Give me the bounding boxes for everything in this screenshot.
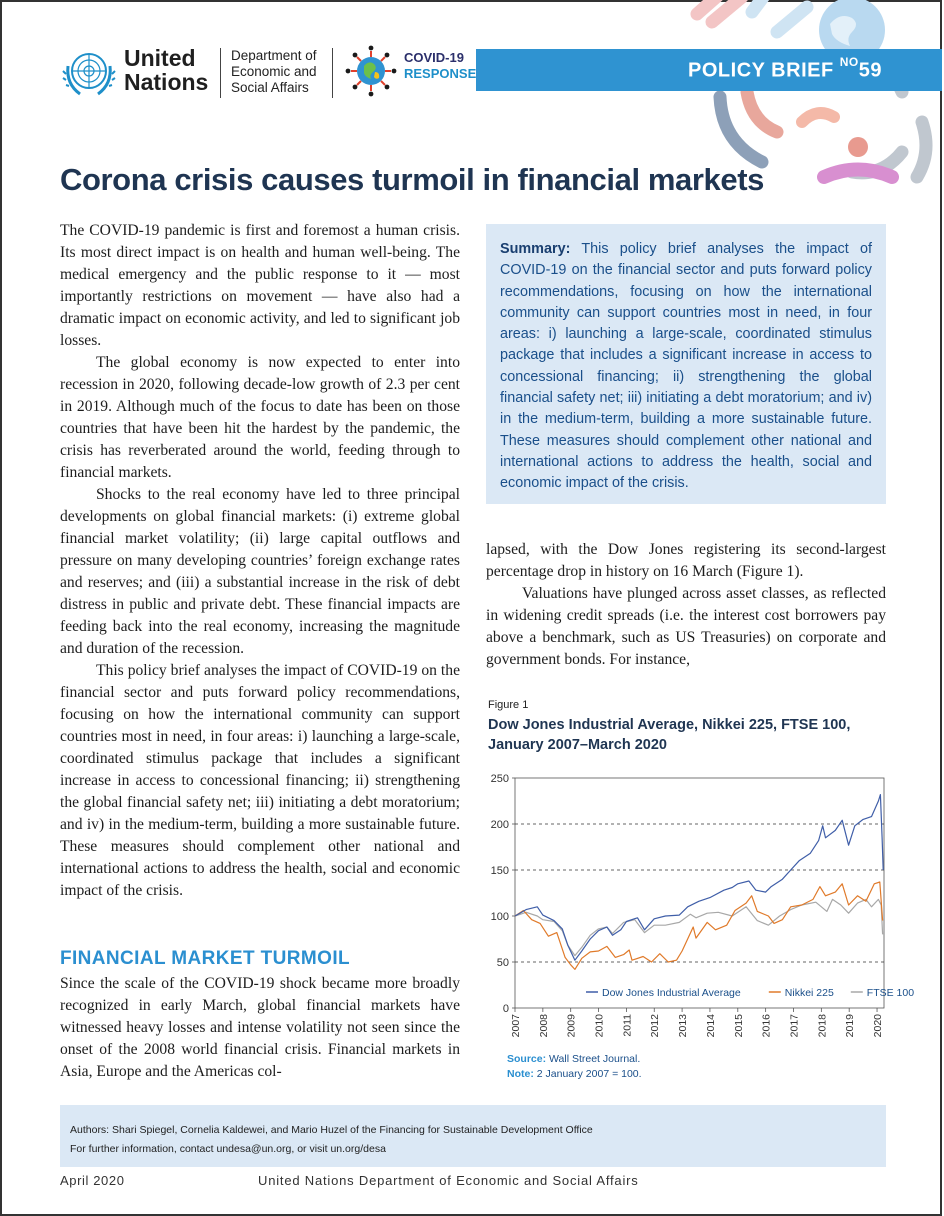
source-label: Source: bbox=[507, 1053, 547, 1065]
legend-label: Nikkei 225 bbox=[784, 987, 834, 999]
figure-title: Dow Jones Industrial Average, Nikkei 225, FTSE 100, January 2007–March 2020 bbox=[488, 717, 851, 753]
x-tick-label: 2010 bbox=[593, 1014, 606, 1038]
paragraph: Shocks to the real economy have led to three principal developments on global financial markets: (i) extreme global financial market volatility; (ii) large capital outflows and pressure on many developing countries’ foreign exchange rates and reserves; and (iii) a substantial increase in the risk of debt distress in public and private debt. These financial impacts are feeding back into the real economy, increasing the magnitude and duration of the recession. bbox=[60, 486, 460, 657]
desa-line-2: Economic and bbox=[231, 64, 317, 79]
x-tick-label: 2012 bbox=[649, 1014, 662, 1038]
source-line bbox=[507, 1052, 642, 1067]
x-tick-label: 2019 bbox=[844, 1014, 857, 1038]
policy-brief-number bbox=[688, 55, 882, 83]
x-tick-label: 2008 bbox=[537, 1014, 550, 1038]
plot-area bbox=[515, 778, 884, 1008]
covid-response-wordmark bbox=[404, 50, 476, 82]
desa-wordmark bbox=[231, 48, 317, 96]
summary-text: This policy brief analyses the impact of COVID-19 on the financial sector and puts forward policy recommendations, focusing on how the international community can support countries most in need, in four areas: i) launching a large-scale, coordinated stimulus package that includes a significant increase in access to concessional financing; ii) strengthening the global financial safety net; iii) initiating a debt moratorium; and iv) in the medium-term, building a more sustainable future. These measures should complement other national and international actions to address the health, social and economic impact of the crisis. bbox=[500, 241, 872, 492]
authors-line: Authors: Shari Spiegel, Cornelia Kaldewei, and Mario Huzel of the Financing for Sustainable Development Office bbox=[70, 1124, 593, 1136]
paragraph: This policy brief analyses the impact of COVID-19 on the financial sector and puts forward policy recommendations, focusing on how the international community can support countries most in need, in four areas: i) launching a large-scale, coordinated stimulus package that includes a significant increase in access to concessional financing; ii) strengthening the global financial safety net; iii) initiating a debt moratorium; and iv) in the medium-term, building a more sustainable future. These measures should complement other national and international actions to address the health, social and economic impact of the crisis. bbox=[60, 662, 460, 899]
brief-label-text: POLICY BRIEF bbox=[688, 59, 834, 82]
x-tick-label: 2014 bbox=[704, 1014, 717, 1038]
legend-label: FTSE 100 bbox=[866, 987, 915, 999]
header-divider bbox=[220, 48, 221, 98]
right-column bbox=[486, 539, 886, 671]
note-line bbox=[507, 1067, 642, 1082]
figure-source bbox=[507, 1052, 642, 1082]
section-heading: FINANCIAL MARKET TURMOIL bbox=[60, 948, 350, 969]
header-divider bbox=[332, 48, 333, 98]
covid-response-logo-icon bbox=[342, 42, 400, 100]
left-column-continued bbox=[60, 973, 460, 1083]
paragraph: lapsed, with the Dow Jones registering its second-largest percentage drop in history on 16 March (Figure 1). bbox=[486, 541, 886, 580]
source-text: Wall Street Journal. bbox=[549, 1053, 641, 1065]
summary-label: Summary: bbox=[500, 241, 571, 257]
contact-line: For further information, contact undesa@un.org, or visit un.org/desa bbox=[70, 1143, 386, 1155]
covid-line-1: COVID-19 bbox=[404, 50, 464, 65]
x-tick-label: 2018 bbox=[816, 1014, 829, 1038]
left-column bbox=[60, 220, 460, 902]
footer-box bbox=[60, 1105, 886, 1167]
un-wordmark bbox=[124, 46, 208, 94]
x-tick-label: 2009 bbox=[565, 1014, 578, 1038]
y-tick-label: 50 bbox=[496, 957, 509, 969]
paragraph: Valuations have plunged across asset classes, as reflected in widening credit spreads (i.e. the interest cost borrowers pay above a benchmark, such as US Treasuries) on corporate and government bonds. For instance, bbox=[486, 585, 886, 668]
desa-line-1: Department of bbox=[231, 48, 317, 63]
y-tick-label: 200 bbox=[490, 819, 509, 831]
footer-date: April 2020 bbox=[60, 1173, 125, 1188]
x-tick-label: 2013 bbox=[677, 1014, 690, 1038]
x-tick-label: 2011 bbox=[621, 1014, 634, 1037]
x-tick-label: 2007 bbox=[510, 1014, 522, 1038]
footer-organization: United Nations Department of Economic and Social Affairs bbox=[258, 1173, 639, 1188]
brief-number-value: 59 bbox=[858, 59, 882, 82]
policy-brief-banner bbox=[476, 49, 942, 91]
note-label: Note: bbox=[507, 1068, 534, 1080]
summary-box bbox=[486, 224, 886, 504]
y-tick-label: 0 bbox=[502, 1003, 509, 1015]
line-chart bbox=[478, 768, 915, 1044]
brief-no-superscript: NO bbox=[839, 55, 859, 69]
paragraph: The global economy is now expected to enter into recession in 2020, following decade-low growth of 2.3 per cent in 2019. Although much of the focus to date has been on those countries that have been hit the hardest by the pandemic, the crisis has reverberated around the world, feeding through to financial markets. bbox=[60, 354, 460, 481]
x-tick-label: 2016 bbox=[760, 1014, 773, 1038]
y-tick-label: 100 bbox=[490, 911, 509, 923]
y-tick-label: 250 bbox=[490, 773, 509, 785]
x-tick-label: 2015 bbox=[732, 1014, 745, 1038]
y-tick-label: 150 bbox=[490, 865, 509, 877]
figure-label: Figure 1 bbox=[488, 699, 529, 711]
un-name-line-2: Nations bbox=[124, 69, 209, 95]
covid-line-2: RESPONSE bbox=[404, 66, 477, 81]
un-emblem-icon bbox=[60, 44, 118, 102]
desa-line-3: Social Affairs bbox=[231, 80, 309, 95]
paragraph: Since the scale of the COVID-19 shock became more broadly recognized in early March, global financial markets have witnessed heavy losses and intense volatility not seen since the onset of the 2008 world financial crisis. Financial markets in Asia, Europe and the Americas col- bbox=[60, 975, 460, 1080]
x-tick-label: 2020 bbox=[872, 1014, 885, 1038]
page-title: Corona crisis causes turmoil in financial markets bbox=[60, 162, 764, 197]
un-name-line-1: United bbox=[124, 45, 196, 71]
paragraph: The COVID-19 pandemic is first and foremost a human crisis. Its most direct impact is on health and human well-being. The medical emergency and the public response to it — most importantly restrictions on movement — have also had a dramatic impact on economic activity, and led to significant job losses. bbox=[60, 222, 460, 349]
note-text: 2 January 2007 = 100. bbox=[536, 1068, 642, 1080]
x-tick-label: 2017 bbox=[788, 1014, 801, 1038]
legend-label: Dow Jones Industrial Average bbox=[602, 987, 741, 999]
